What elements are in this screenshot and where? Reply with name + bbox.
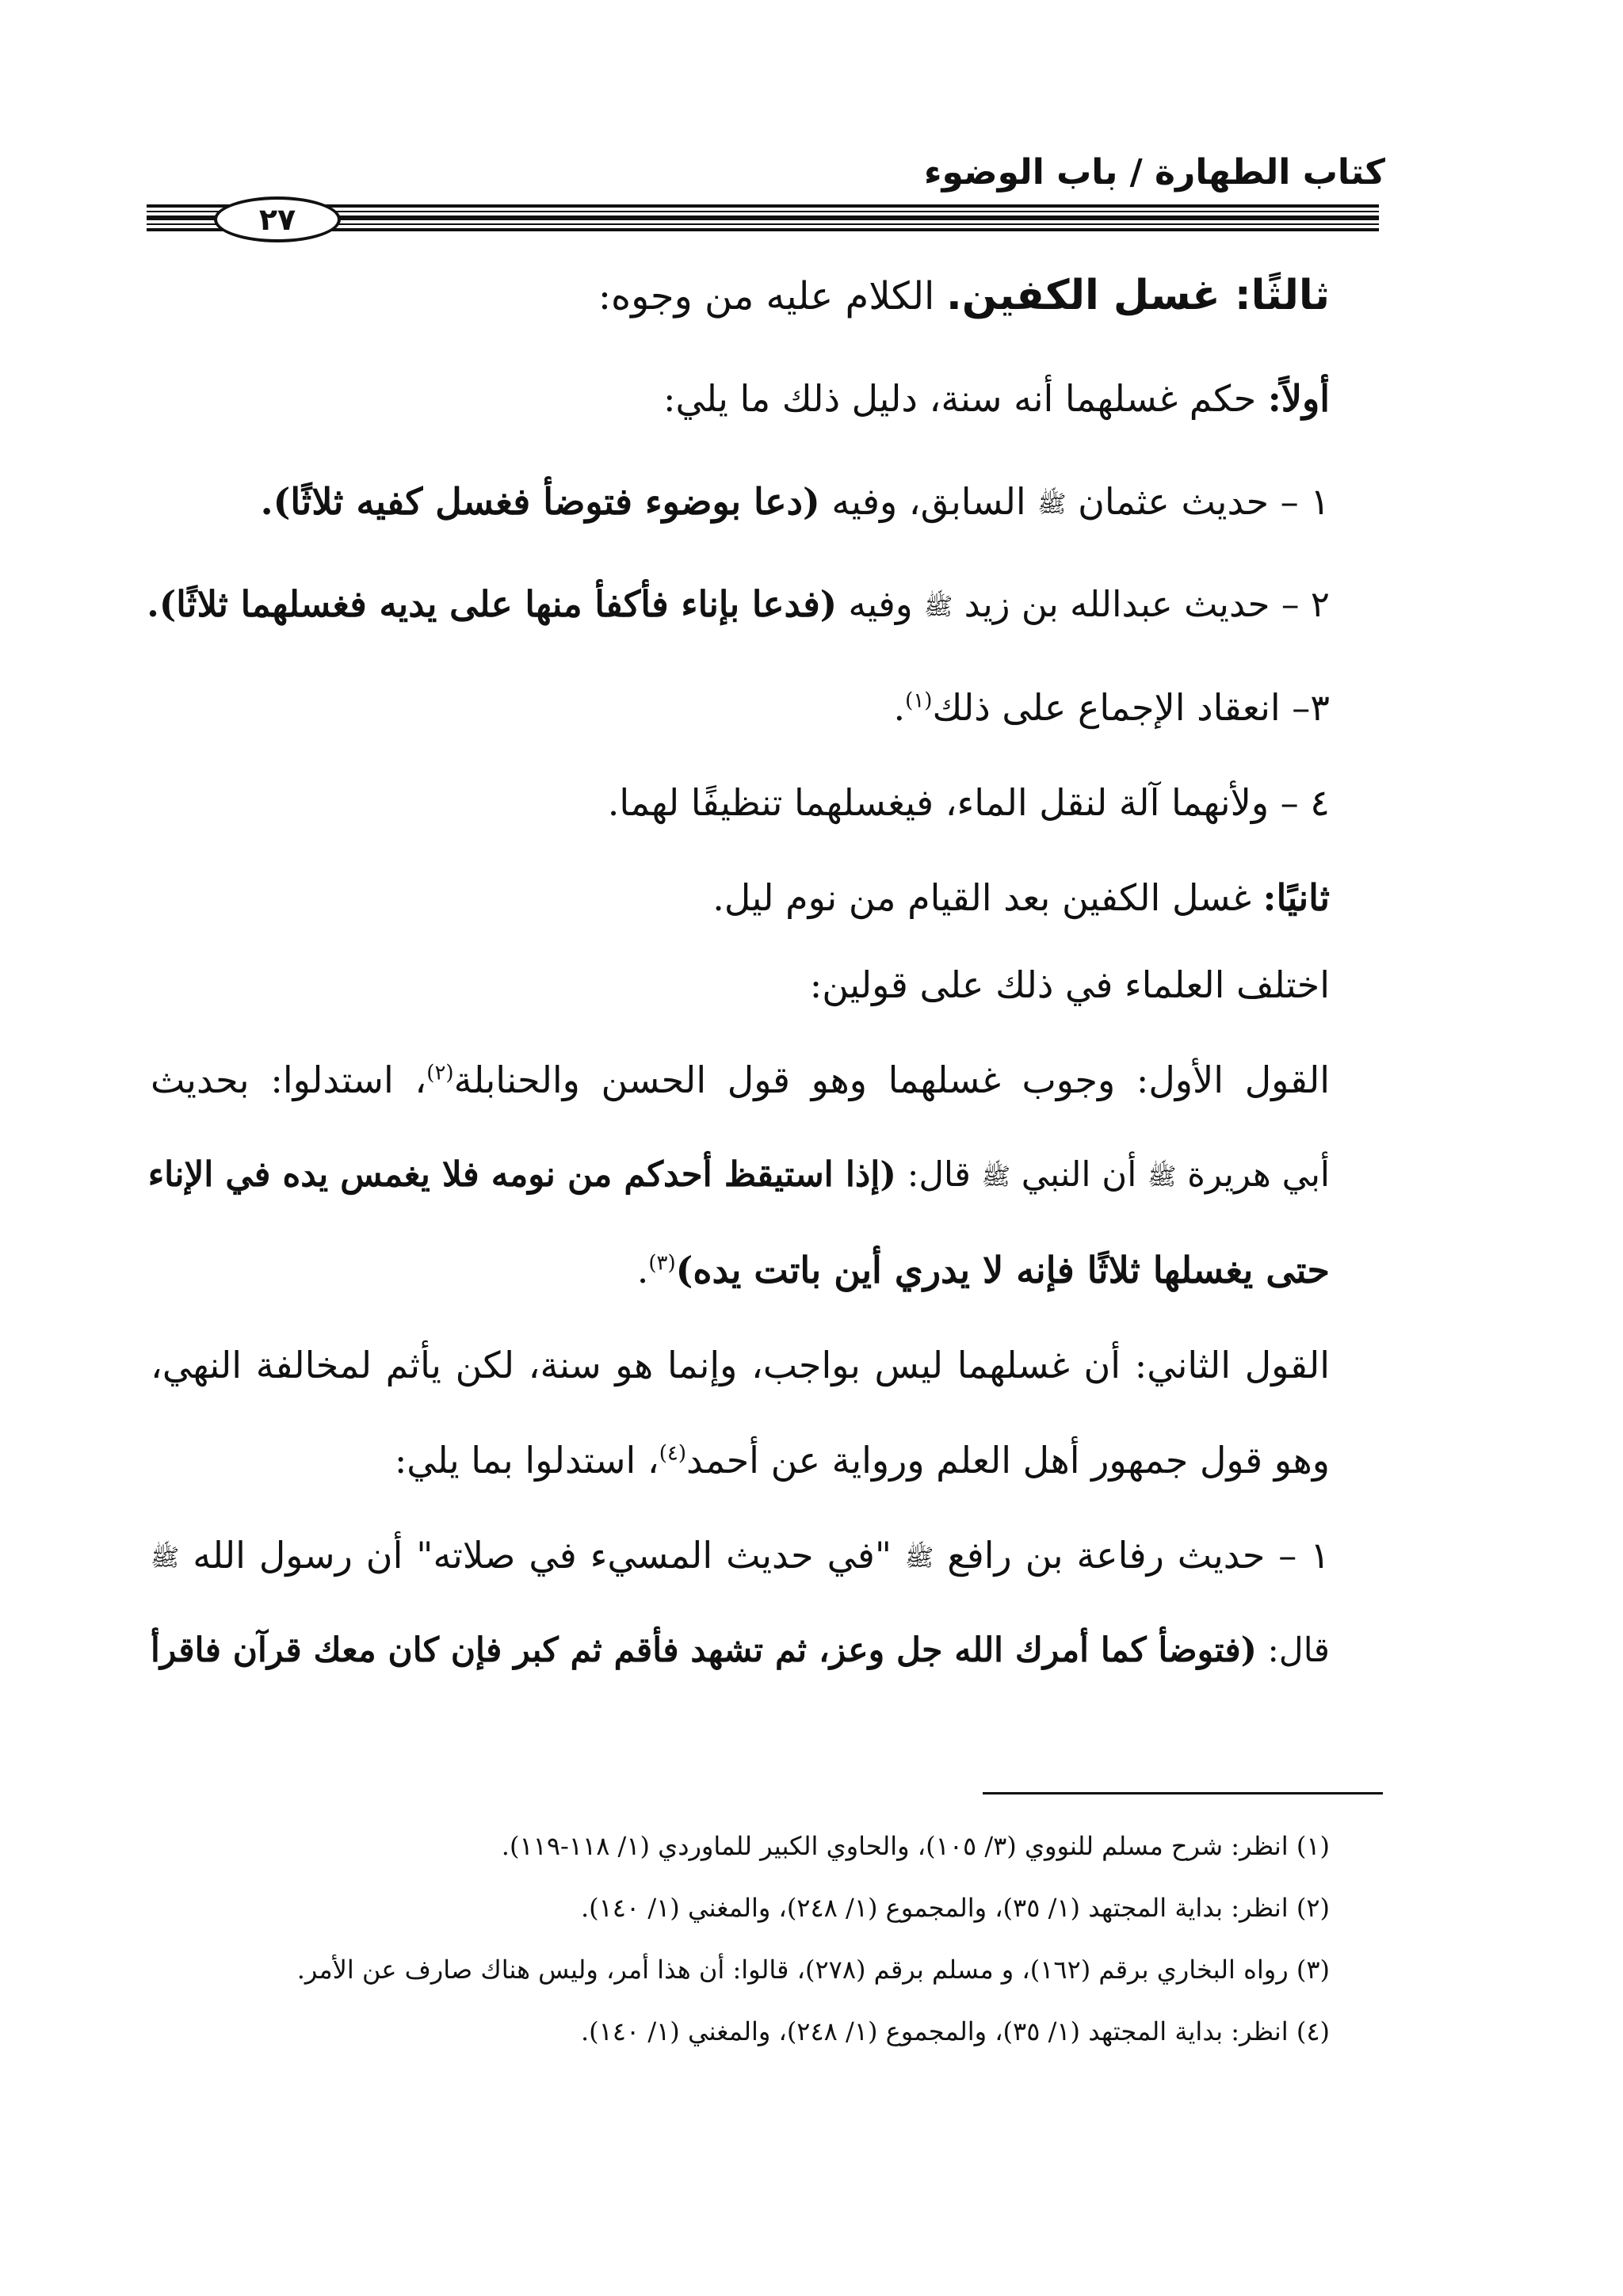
line-text: ١ – حديث رفاعة بن رافع — [947, 1534, 1330, 1577]
line-text: وفيه — [848, 583, 913, 625]
footnote-2: (٢) انظر: بداية المجتهد (١/ ٣٥)، والمجموع (١/ ٢٤٨)، والمغني (١/ ١٤٠). — [580, 1893, 1330, 1923]
paragraph-line — [151, 1052, 1330, 1108]
line-text: قال: — [1267, 1630, 1331, 1670]
line-text: حكم غسلهما أنه سنة، دليل ذلك ما يلي: — [663, 377, 1257, 420]
paragraph-line — [608, 775, 1330, 830]
paragraph-line — [712, 870, 1330, 925]
footnote-ref: (٢) — [426, 1061, 454, 1085]
line-text: ٢ – حديث عبدالله بن زيد — [964, 583, 1330, 625]
heading-main: ثالثًا: غسل الكفين. — [946, 272, 1330, 319]
paragraph-line — [147, 1147, 1330, 1205]
point-label: أولاً: — [1267, 377, 1330, 420]
line-text: ١ – حديث عثمان — [1078, 480, 1330, 523]
paragraph-line — [151, 1337, 1330, 1393]
footnote-separator — [983, 1792, 1383, 1794]
line-text: قال: — [907, 1155, 971, 1195]
line-text: اختلف العلماء في ذلك على قولين: — [809, 963, 1330, 1006]
paragraph-line — [151, 1623, 1330, 1678]
paragraph-line — [810, 957, 1330, 1013]
line-text: وهو قول جمهور أهل العلم ورواية عن أحمد — [686, 1439, 1330, 1482]
line-text: القول الأول: وجوب غسلهما وهو قول الحسن والحنابلة — [453, 1058, 1330, 1101]
paragraph-line — [663, 371, 1330, 426]
point-label: ثانيًا: — [1262, 876, 1330, 919]
footnote-ref: (٣) — [648, 1251, 676, 1276]
paragraph-line — [261, 474, 1330, 532]
hadith-quote: (دعا بوضوء فتوضأ فغسل كفيه ثلاثًا). — [260, 480, 820, 523]
hadith-quote: (فدعا بإناء فأكفأ منها على يديه فغسلهما ثلاثًا). — [147, 583, 838, 625]
honorific-glyph: ﷺ — [151, 1544, 180, 1572]
footnote-1: (١) انظر: شرح مسلم للنووي (٣/ ١٠٥)، والحاوي الكبير للماوردي (١/ ١١٨-١١٩). — [501, 1831, 1330, 1861]
honorific-glyph: ﷺ — [905, 1544, 934, 1572]
line-text: ، استدلوا بما يلي: — [394, 1439, 659, 1482]
line-text: ، استدلوا: بحديث — [151, 1058, 427, 1101]
line-text: ٣– انعقاد الإجماع على ذلك — [932, 686, 1330, 729]
honorific-glyph: ﷺ — [923, 593, 953, 621]
paragraph-line — [147, 577, 1330, 635]
footnote-4: (٤) انظر: بداية المجتهد (١/ ٣٥)، والمجموع (١/ ٢٤٨)، والمغني (١/ ١٤٠). — [580, 2016, 1330, 2046]
hadith-quote: (فتوضأ كما أمرك الله جل وعز، ثم تشهد فأقم ثم كبر فإن كان معك قرآن فاقرأ — [151, 1630, 1257, 1670]
running-title: كتاب الطهارة / باب الوضوء — [923, 152, 1385, 193]
page-number: ٢٧ — [214, 196, 341, 242]
hadith-quote: (إذا استيقظ أحدكم من نومه فلا يغمس يده في الإناء — [147, 1154, 896, 1195]
paragraph-line — [894, 680, 1330, 735]
footnote-ref: (١) — [905, 688, 933, 713]
line-end: . — [893, 686, 906, 729]
line-text: ٤ – ولأنهما آلة لنقل الماء، فيغسلهما تنظيفًا لهما. — [607, 781, 1330, 824]
line-text: أن النبي — [1021, 1155, 1137, 1195]
line-text: القول الثاني: أن غسلهما ليس بواجب، وإنما هو سنة، لكن يأثم لمخالفة النهي، — [151, 1344, 1330, 1386]
paragraph-line — [637, 1242, 1330, 1298]
line-text: السابق، وفيه — [831, 480, 1026, 523]
line-text: "في حديث المسيء في صلاته" أن رسول الله — [193, 1534, 892, 1577]
line-end: . — [636, 1249, 649, 1291]
honorific-glyph: ﷺ — [1037, 490, 1067, 518]
honorific-glyph: ﷺ — [981, 1163, 1010, 1191]
honorific-glyph: ﷺ — [1148, 1163, 1177, 1191]
paragraph-line — [151, 1527, 1330, 1586]
line-text: أبي هريرة — [1187, 1155, 1330, 1195]
line-text: غسل الكفين بعد القيام من نوم ليل. — [712, 876, 1251, 919]
hadith-quote: حتى يغسلها ثلاثًا فإنه لا يدري أين باتت يده) — [675, 1249, 1330, 1291]
footnote-ref: (٤) — [659, 1441, 686, 1466]
paragraph-line — [395, 1432, 1330, 1488]
footnote-3: (٣) رواه البخاري برقم (١٦٢)، و مسلم برقم (٢٧٨)، قالوا: أن هذا أمر، وليس هناك صارف عن الأمر. — [296, 1955, 1330, 1985]
heading-rest: الكلام عليه من وجوه: — [598, 274, 935, 318]
section-heading — [598, 268, 1330, 324]
